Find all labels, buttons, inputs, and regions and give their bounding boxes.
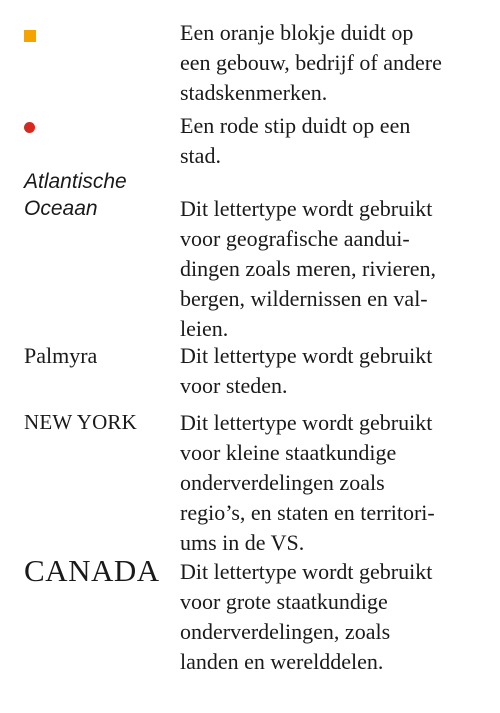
description-line: Dit lettertype wordt gebruikt bbox=[180, 410, 433, 435]
description-line: bergen, wildernissen en val- bbox=[180, 286, 428, 311]
description-line: Een rode stip duidt op een bbox=[180, 113, 411, 138]
description-line: ums in de VS. bbox=[180, 530, 305, 555]
description-line: Dit lettertype wordt gebruikt bbox=[180, 196, 433, 221]
city-dot-description bbox=[180, 111, 480, 171]
description-line: een gebouw, bedrijf of andere bbox=[180, 50, 442, 75]
major-division-font-sample: CANADA bbox=[24, 553, 160, 588]
description-line: voor grote staatkundige bbox=[180, 589, 388, 614]
description-line: Dit lettertype wordt gebruikt bbox=[180, 343, 433, 368]
description-line: Dit lettertype wordt gebruikt bbox=[180, 559, 433, 584]
sample-line: Oceaan bbox=[24, 197, 98, 220]
description-line: landen en werelddelen. bbox=[180, 649, 384, 674]
description-line: leien. bbox=[180, 316, 229, 341]
minor-division-description bbox=[180, 408, 480, 558]
geographic-font-sample bbox=[24, 168, 127, 222]
sample-line: Atlantische bbox=[24, 170, 127, 193]
description-line: regio’s, en staten en territori- bbox=[180, 500, 435, 525]
description-line: onderverdelingen zoals bbox=[180, 470, 385, 495]
major-division-description bbox=[180, 557, 480, 677]
description-line: stadskenmerken. bbox=[180, 80, 328, 105]
description-line: voor kleine staatkundige bbox=[180, 440, 397, 465]
minor-division-font-sample: NEW YORK bbox=[24, 410, 138, 434]
geographic-description bbox=[180, 194, 480, 344]
orange-square-icon bbox=[24, 30, 36, 42]
landmark-description bbox=[180, 18, 480, 108]
description-line: voor geografische aandui- bbox=[180, 226, 410, 251]
description-line: dingen zoals meren, rivieren, bbox=[180, 256, 436, 281]
city-font-description bbox=[180, 341, 480, 401]
description-line: Een oranje blokje duidt op bbox=[180, 20, 414, 45]
description-line: voor steden. bbox=[180, 373, 288, 398]
red-dot-icon bbox=[24, 122, 35, 133]
description-line: onderverdelingen, zoals bbox=[180, 619, 391, 644]
city-font-sample: Palmyra bbox=[24, 343, 98, 368]
description-line: stad. bbox=[180, 143, 221, 168]
